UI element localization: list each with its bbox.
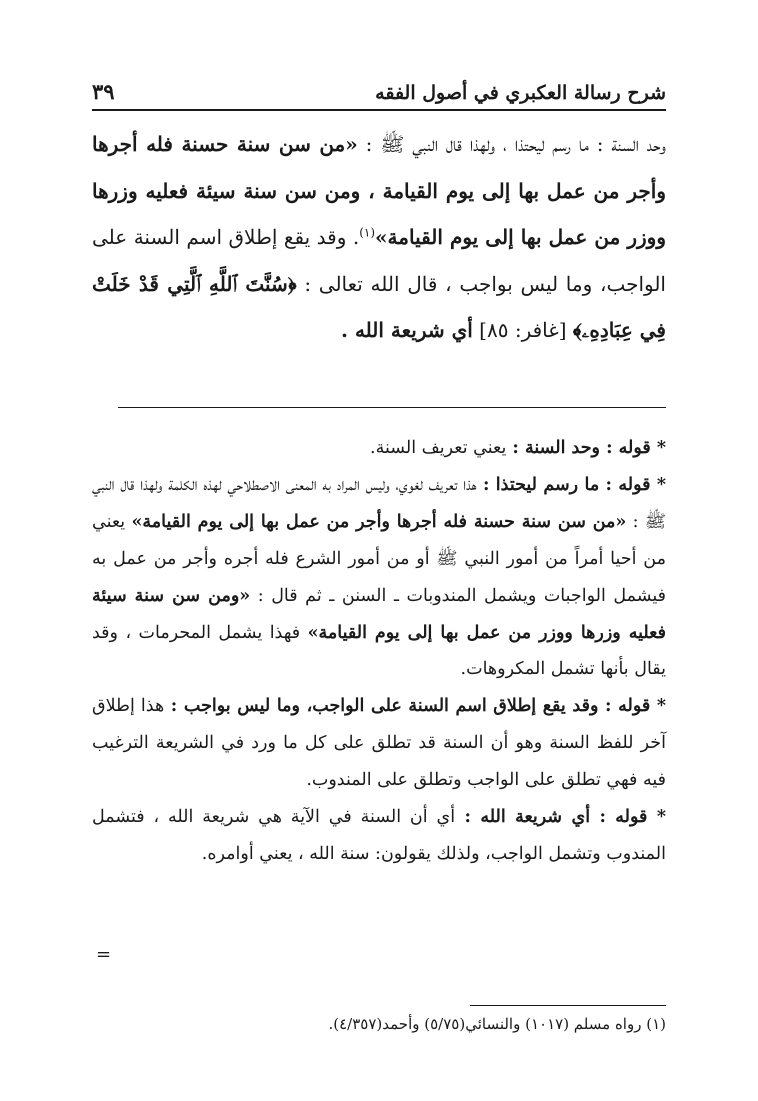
commentary-heading: * قوله : وحد السنة :	[506, 438, 666, 458]
commentary-text: هذا تعريف لغوي، وليس المراد به المعنى الاصطلاحي لهذه الكلمة ولهذا قال النبي ﷺ :	[92, 474, 666, 532]
footnote-reference[interactable]: (١)	[359, 225, 376, 240]
commentary-paragraph	[92, 688, 666, 799]
commentary-heading: * قوله : أي شريعة الله :	[455, 807, 666, 828]
main-text-segment: . وقد يقع إطلاق اسم السنة على الواجب، وما ليس بواجب ، قال الله تعالى :	[92, 225, 666, 296]
hadith-quote: «من سن سنة حسنة فله أجرها وأجر من عمل بها إلى يوم القيامة ، ومن سن سنة سيئة فعليه وزرها ووزر من عمل بها إلى يوم القيامة»	[92, 132, 666, 249]
footnote: (١) رواه مسلم (١٠١٧) والنسائي(٥/٧٥) وأحمد(٤/٣٥٧).	[328, 1015, 666, 1033]
commentary-text: هذا إطلاق آخر للفظ السنة وهو أن السنة قد تطلق على كل ما ورد في الشريعة الترغيب فيه فهي تطلق على الواجب وتطلق على المندوب.	[92, 696, 666, 791]
main-text	[92, 121, 666, 354]
page-header	[92, 70, 666, 104]
footnote-divider	[470, 1005, 666, 1006]
main-paragraph	[92, 121, 666, 354]
main-text-segment: أي شريعة الله .	[341, 318, 473, 342]
hadith-quote: «ومن سن سنة سيئة فعليه وزرها ووزر من عمل بها إلى يوم القيامة»	[92, 585, 666, 643]
commentary	[92, 430, 666, 873]
hadith-quote: «من سن سنة حسنة فله أجرها وأجر من عمل بها إلى يوم القيامة»	[131, 511, 627, 532]
commentary-paragraph	[92, 467, 666, 688]
commentary-heading: * قوله : وقد يقع إطلاق اسم السنة على الواجب، وما ليس بواجب :	[164, 696, 666, 717]
verse-reference: [غافر: ٨٥]	[472, 318, 573, 342]
continuation-mark: =	[96, 944, 112, 965]
quran-verse: ﴿سُنَّتَ ٱللَّهِ ٱلَّتِي قَدْ خَلَتْ فِي عِبَادِهِۦ﴾	[92, 271, 666, 342]
page-number: ٣٩	[92, 79, 115, 104]
commentary-paragraph	[92, 430, 666, 467]
header-divider	[92, 109, 666, 111]
commentary-paragraph	[92, 799, 666, 873]
commentary-heading: * قوله : ما رسم ليحتذا :	[476, 474, 666, 495]
section-divider	[118, 407, 666, 408]
commentary-text: فهذا يشمل المحرمات ، وقد يقال بأنها تشمل المكروهات.	[92, 622, 666, 680]
commentary-text: يعني تعريف السنة.	[370, 438, 507, 458]
commentary-text: يعني من أحيا أمراً من أمور النبي ﷺ أو من أمور الشرع فله أجره وأجر من عمل به فيشمل الواجبات ويشمل المندوبات ـ السنن ـ ثم قال :	[92, 511, 666, 606]
commentary-text: أي أن السنة في الآية هي شريعة الله ، فتشمل المندوب وتشمل الواجب، ولذلك يقولون: سنة الله ، يعني أوامره.	[92, 807, 666, 864]
running-title: شرح رسالة العكبري في أصول الفقه	[375, 82, 666, 104]
main-text-segment: وحد السنة : ما رسم ليحتذا ، ولهذا قال النبي ﷺ :	[357, 132, 667, 156]
